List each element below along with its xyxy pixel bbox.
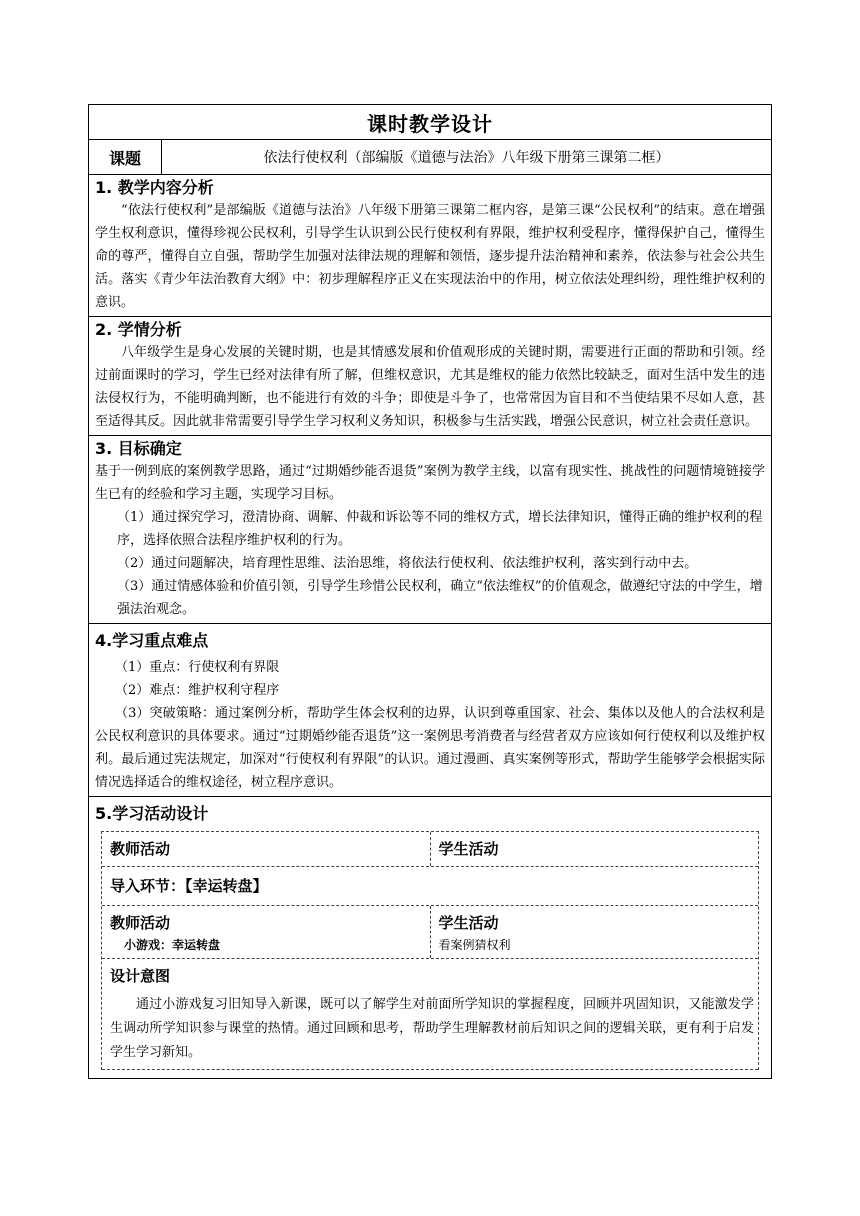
section-paragraph: 八年级学生是身心发展的关键时期，也是其情感发展和价值观形成的关键时期，需要进行正面的帮助和引领。经过前面课时的学习，学生已经对法律有所了解，但维权意识，尤其是维权的能力依然比较缺乏，面对生活中发生的违法侵权行为，不能明确判断，也不能进行有效的斗争；即使是斗争了，也常常因为盲目和不当使结果不尽如人意，甚至适得其反。因此就非常需要引导学生学习权利义务知识，积极参与生活实践，增强公民意识，树立社会责任意识。: [95, 345, 765, 429]
teacher-activity-header-2: 教师活动: [110, 914, 171, 932]
design-intent-body: [102, 993, 758, 1069]
student-activity-header-2: 学生活动: [438, 914, 499, 932]
strategy-paragraph: （3）突破策略：通过案例分析，帮助学生体会权利的边界，认识到尊重国家、社会、集体以及他人的合法权利是公民权利意识的具体要求。通过“过期婚纱能否退货”这一案例思考消费者与经营者双方应该如何行使权利以及维护权利。最后通过宪法规定，加深对“行使权利有界限”的认识。通过漫画、真实案例等形式，帮助学生能够学会根据实际情况选择适合的维权途径，树立程序意识。: [95, 706, 765, 790]
document-title: 课时教学设计: [89, 105, 771, 140]
section-heading: 1. 教学内容分析: [95, 178, 214, 197]
activity-table: [101, 831, 759, 1070]
objective-item: （2）通过问题解决，培育理性思维、法治思维，将依法行使权利、依法维护权利，落实到行动中去。: [117, 556, 698, 571]
section-learner-analysis: [89, 317, 771, 436]
section-objectives: [89, 436, 771, 624]
topic-row: [89, 140, 771, 175]
design-intent-title: 设计意图: [110, 967, 171, 985]
section-heading: 5.学习活动设计: [95, 804, 209, 823]
section-heading: 4.学习重点难点: [95, 631, 209, 650]
key-point-item: （2）难点：维护权利守程序: [115, 683, 280, 698]
teacher-activity-header: 教师活动: [110, 840, 171, 858]
student-activity-header: 学生活动: [430, 832, 759, 866]
design-intent-text: 通过小游戏复习旧知导入新课，既可以了解学生对前面所学知识的掌握程度，回顾并巩固知识，又能激发学生调动所学知识参与课堂的热情。通过回顾和思考，帮助学生理解教材前后知识之间的逻辑关联，更有利于启发学生学习新知。: [110, 997, 754, 1060]
teacher-activity-cell: [102, 906, 430, 958]
teacher-activity-content: 小游戏：幸运转盘: [124, 938, 221, 952]
lesson-design-document: [88, 104, 772, 1079]
topic-label: 课题: [89, 140, 162, 174]
student-activity-content: 看案例猜权利: [438, 938, 511, 952]
design-table: [88, 104, 772, 1079]
section-key-points: [89, 624, 771, 797]
section-paragraph: 基于一例到底的案例教学思路，通过“过期婚纱能否退货”案例为教学主线，以富有现实性、挑战性的问题情境链接学生已有的经验和学习主题，实现学习目标。: [95, 464, 765, 502]
activity-detail-row: [102, 906, 758, 959]
section-activity-design: [89, 797, 771, 1070]
key-point-item: （1）重点：行使权利有界限: [115, 660, 280, 675]
section-content-analysis: [89, 175, 771, 317]
section-heading: 2. 学情分析: [95, 320, 182, 339]
activity-header-row: [102, 832, 758, 867]
intro-row: [102, 867, 758, 906]
section-heading: 3. 目标确定: [95, 439, 182, 458]
objective-item: （1）通过探究学习，澄清协商、调解、仲裁和诉讼等不同的维权方式，增长法律知识，懂得正确的维护权利的程序，选择依照合法程序维护权利的行为。: [117, 510, 763, 548]
section-paragraph: “依法行使权利”是部编版《道德与法治》八年级下册第三课第二框内容，是第三课“公民权利”的结束。意在增强学生权利意识，懂得珍视公民权利，引导学生认识到公民行使权利有界限，维护权利受程序，懂得保护自己，懂得生命的尊严，懂得自立自强，帮助学生加强对法律法规的理解和领悟，逐步提升法治精神和素养，依法参与社会公共生活。落实《青少年法治教育大纲》中：初步理解程序正义在实现法治中的作用，树立依法处理纠纷，理性维护权利的意识。: [95, 203, 765, 310]
student-activity-cell: [430, 906, 759, 958]
design-intent-row: [102, 959, 758, 1070]
intro-stage-label: 导入环节：【幸运转盘】: [110, 877, 268, 895]
topic-value: 依法行使权利（部编版《道德与法治》八年级下册第三课第二框）: [263, 150, 670, 166]
objective-item: （3）通过情感体验和价值引领，引导学生珍惜公民权利，确立“依法维权”的价值观念，做遵纪守法的中学生，增强法治观念。: [117, 579, 763, 617]
